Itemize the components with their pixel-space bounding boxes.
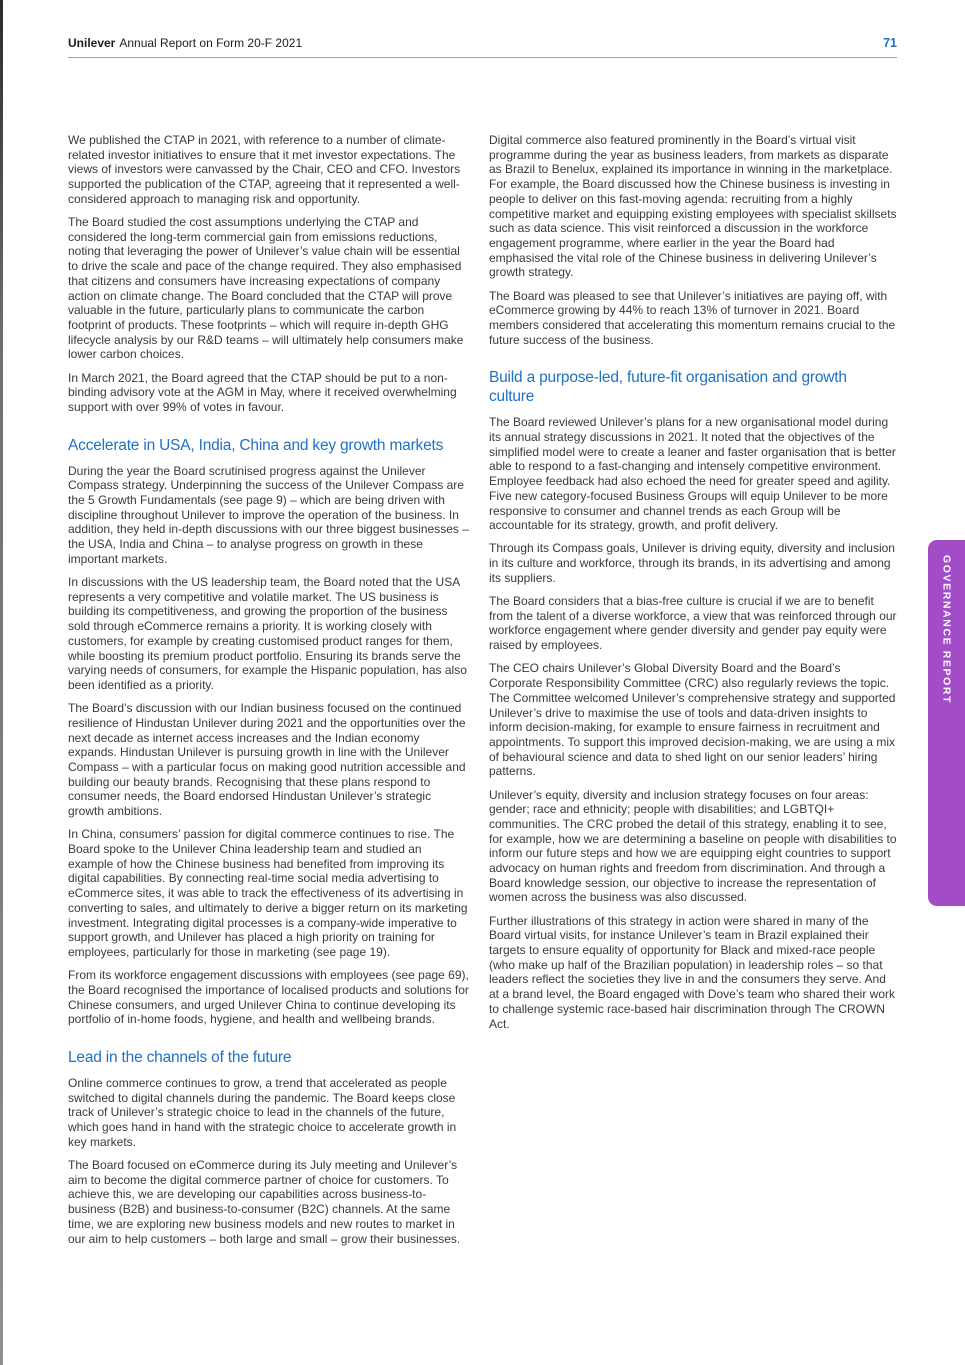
page-left-edge xyxy=(0,0,3,1365)
report-title-text: Annual Report on Form 20-F 2021 xyxy=(119,36,303,50)
paragraph: Online commerce continues to grow, a trend that accelerated as people switched to digital channels during the pandemic. The Board keeps close track of Unilever’s strategic choice to lead in the channels of the future, which goes hand in hand with the strategic choice to accelerate growth in key markets. xyxy=(68,1075,457,1149)
paragraph: In March 2021, the Board agreed that the CTAP should be put to a non-binding advisory vote at the AGM in May, where it received overwhelming support with over 99% of votes in favour. xyxy=(68,370,457,414)
governance-report-tab-label: GOVERNANCE REPORT xyxy=(940,555,953,705)
left-column xyxy=(68,133,469,1255)
paragraph: In discussions with the US leadership team, the Board noted that the USA represents a very competitive and volatile market. The US business is building its competitiveness, and growing the proportion of the business sold through eCommerce remains a priority. It is working closely with customers, for example by creating customised product ranges for them, while boosting its premium product portfolio. Ensuring its brands serve the varying needs of consumers, for example the Hispanic population, has also been identified as a priority. xyxy=(68,575,467,692)
paragraph: During the year the Board scrutinised progress against the Unilever Compass strategy. Underpinning the success of the Unilever Compass are the 5 Growth Fundamentals (see page 9) – which are being driven with discipline throughout Unilever to improve the operation of the business. In addition, they held in-depth discussions with our three biggest businesses – the USA, India and China – to analyse progress on growth in these important markets. xyxy=(68,463,469,566)
paragraph: The Board studied the cost assumptions underlying the CTAP and considered the long-term commercial gain from emissions reductions, noting that leveraging the power of Unilever’s value chain will be essential to drive the scale and pace of the change required. They also emphasised that citizens and consumers have increasing expectations of company action on climate change. The Board concluded that the CTAP will prove valuable in the future, particularly plans to communicate the carbon footprint of products. These footprints – which will require in-depth GHG lifecycle analysis by our R&D teams – will ultimately help consumers make lower carbon choices. xyxy=(68,215,464,362)
paragraph: Unilever’s equity, diversity and inclusion strategy focuses on four areas: gender; race and ethnicity; people with disabilities; and LGBTQI+ communities. The CRC probed the detail of this strategy, enabling it to see, for example, how we are determining a baseline on people with disabilities to inform our future steps and how we are equipping eight countries to support advocacy on human rights and freedom from discrimination. And through a Board knowledge session, our objective to increase the representation of women across the business was also discussed. xyxy=(489,787,897,905)
right-column xyxy=(489,133,897,1255)
paragraph: In China, consumers’ passion for digital commerce continues to rise. The Board spoke to the Unilever China leadership team and studied an example of how the Chinese business had benefited from improving its digital capabilities. By connecting real-time social media advertising to eCommerce sites, it was able to track the effectiveness of its advertising in converting to sales, and ultimately to derive a bigger return on its marketing investment. Integrating digital processes is a company-wide imperative to support growth, and Unilever has placed a high priority on training for employees, particularly for those in marketing (see page 19). xyxy=(68,827,468,959)
paragraph: Through its Compass goals, Unilever is driving equity, diversity and inclusion in its culture and workforce, through its brands, in its advertising and among its suppliers. xyxy=(489,541,895,585)
paragraph: The Board considers that a bias-free culture is crucial if we are to benefit from the talent of a diverse workforce, a view that was reinforced through our workforce engagement where gender diversity and gender pay equity were raised by employees. xyxy=(489,594,897,653)
report-title xyxy=(68,36,302,50)
section-heading: Build a purpose-led, future-fit organisation and growth culture xyxy=(489,369,847,406)
governance-report-tab xyxy=(928,540,965,906)
paragraph: From its workforce engagement discussions with employees (see page 69), the Board recognised the importance of localised products and solutions for Chinese consumers, and urged Unilever China to continue developing its portfolio of in-home foods, hygiene, and health and wellbeing brands. xyxy=(68,968,469,1027)
page-header xyxy=(68,36,897,58)
paragraph: The CEO chairs Unilever’s Global Diversity Board and the Board’s Corporate Responsibility Committee (CRC) also regularly reviews the topic. The Committee welcomed Unilever’s comprehensive strategy and supported Unilever’s drive to maximise the use of tools and data-driven insights to inform decision-making, for example to ensure fairness in recruitment and appointments. To support this improved decision-making, we are using a mix of behavioural science and data to shed light on our senior leaders’ hiring patterns. xyxy=(489,661,896,779)
content-columns xyxy=(68,133,897,1255)
paragraph: We published the CTAP in 2021, with reference to a number of climate-related investor initiatives to ensure that it met investor expectations. The views of investors were canvassed by the Chair, CEO and CFO. Investors supported the publication of the CTAP, agreeing that it represented a well-considered approach to managing risk and opportunity. xyxy=(68,133,461,206)
section-heading: Accelerate in USA, India, China and key growth markets xyxy=(68,436,444,454)
paragraph: Digital commerce also featured prominently in the Board’s virtual visit programme during the year as business leaders, from markets as disparate as Brazil to Benelux, explained its importance in winning in the marketplace. For example, the Board discussed how the Chinese business is investing in people to deliver on this fast-moving agenda: recruiting from a highly competitive market and equipping existing employees with specialist skillsets such as data science. This visit reinforced a discussion in the workforce engagement programme, where earlier in the year the Board had emphasised the vital role of the Chinese business in delivering Unilever’s growth strategy. xyxy=(489,133,897,280)
paragraph: The Board was pleased to see that Unilever’s initiatives are paying off, with eCommerce growing by 44% to reach 13% of turnover in 2021. Board members considered that accelerating this momentum remains crucial to the future success of the business. xyxy=(489,288,896,347)
page-number: 71 xyxy=(883,36,897,50)
paragraph: The Board’s discussion with our Indian business focused on the continued resilience of Hindustan Unilever during 2021 and the opportunities over the next decade as internet access increases and the Indian economy expands. Hindustan Unilever is pursuing growth in line with the Unilever Compass – with a particular focus on making good nutrition accessible and building our beauty brands. Recognising that these plans respond to consumer needs, the Board endorsed Hindustan Unilever’s strategic growth ambitions. xyxy=(68,701,466,819)
section-heading: Lead in the channels of the future xyxy=(68,1048,292,1066)
paragraph: Further illustrations of this strategy in action were shared in many of the Board virtual visits, for instance Unilever’s team in Brazil explained their targets to ensure equality of opportunity for Black and mixed-race people (who make up half of the Brazilian population) in leadership roles – so that leaders reflect the societies they live in and the consumers they serve. And at a brand level, the Board engaged with Dove’s team who shared their work to challenge systemic race-based hair discrimination through The CROWN Act. xyxy=(489,913,896,1031)
paragraph: The Board reviewed Unilever’s plans for a new organisational model during its annual strategy discussions in 2021. It noted that the objectives of the simplified model were to create a leaner and faster organisation that is better able to respond to a fast-changing and intensely competitive environment. Employee feedback had also echoed the need for greater speed and agility. Five new category-focused Business Groups will equip Unilever to be more responsive to consumer and channel trends as each Group will be accountable for its strategy, growth, and profit delivery. xyxy=(489,415,896,533)
brand-name: Unilever xyxy=(68,36,116,50)
paragraph: The Board focused on eCommerce during its July meeting and Unilever’s aim to become the digital commerce partner of choice for customers. To achieve this, we are developing our capabilities across business-to-business (B2B) and business-to-consumer (B2C) channels. At the same time, we are exploring new business models and new routes to market in our aim to help customers – both large and small – grow their businesses. xyxy=(68,1157,461,1246)
